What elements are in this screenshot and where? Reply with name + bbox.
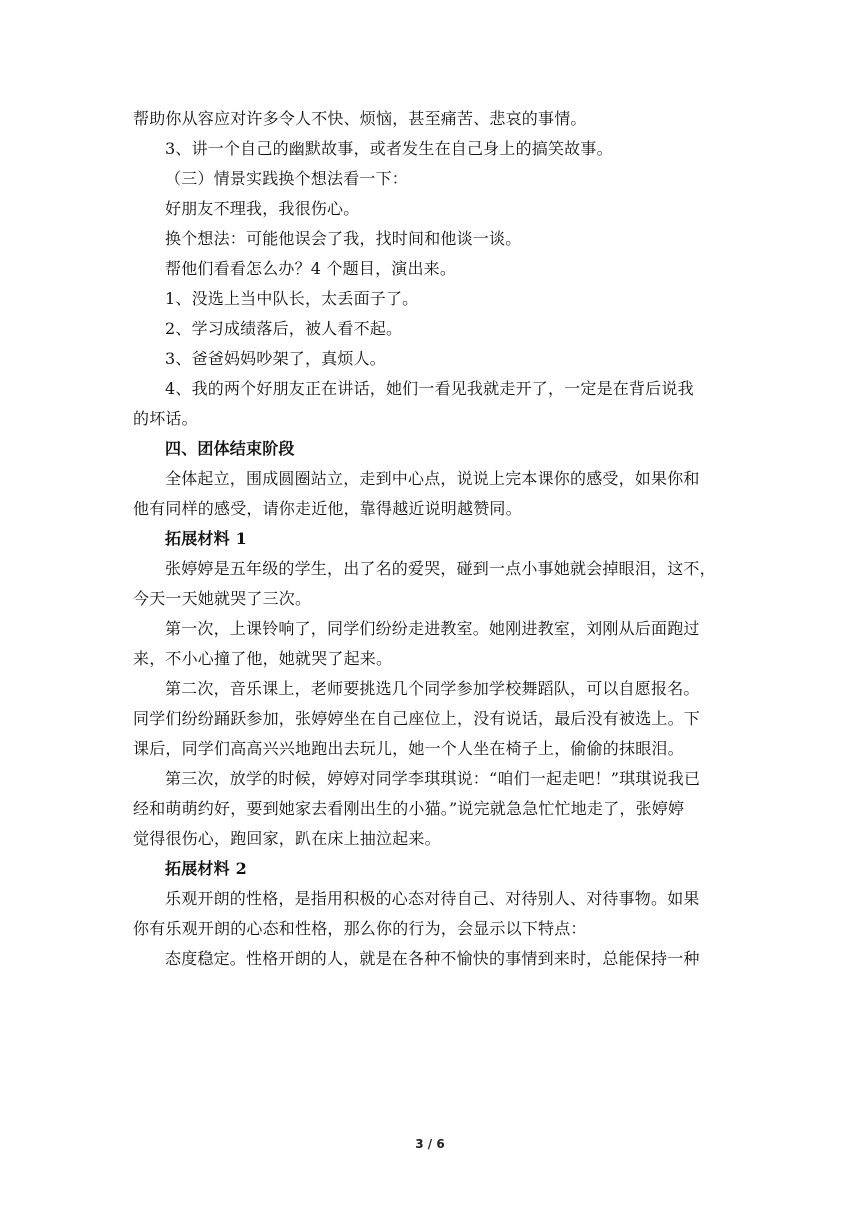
list-item: 3、爸爸妈妈吵架了，真烦人。	[165, 349, 386, 368]
paragraph-line: 第二次，音乐课上，老师要挑选几个同学参加学校舞蹈队，可以自愿报名。	[165, 679, 700, 698]
list-item: 2、学习成绩落后，被人看不起。	[165, 319, 403, 338]
paragraph-line: 第三次，放学的时候，婷婷对同学李琪琪说：“咱们一起走吧！”琪琪说我已	[165, 769, 701, 788]
paragraph-line: 今天一天她就哭了三次。	[133, 589, 312, 608]
page-number: 3 / 6	[415, 1137, 445, 1151]
document-body	[133, 104, 738, 974]
paragraph-line: 帮他们看看怎么办？4 个题目，演出来。	[165, 259, 457, 278]
paragraph-line: 觉得很伤心，跑回家，趴在床上抽泣起来。	[133, 829, 441, 848]
paragraph-line: 同学们纷纷踊跃参加，张婷婷坐在自己座位上，没有说话，最后没有被选上。下	[133, 709, 701, 728]
paragraph-line: 全体起立，围成圆圈站立，走到中心点，说说上完本课你的感受，如果你和	[165, 469, 700, 488]
paragraph-line: 3、讲一个自己的幽默故事，或者发生在自己身上的搞笑故事。	[165, 139, 613, 158]
paragraph-line: 好朋友不理我，我很伤心。	[165, 199, 360, 218]
paragraph-line: 第一次，上课铃响了，同学们纷纷走进教室。她刚进教室，刘刚从后面跑过	[165, 619, 700, 638]
list-item: 1、没选上当中队长，太丢面子了。	[165, 289, 419, 308]
subsection-heading: （三）情景实践换个想法看一下：	[165, 169, 409, 188]
paragraph-line: 经和萌萌约好，要到她家去看刚出生的小猫。”说完就急急忙忙地走了，张婷婷	[133, 799, 685, 818]
paragraph-line: 课后，同学们高高兴兴地跑出去玩儿，她一个人坐在椅子上，偷偷的抹眼泪。	[133, 739, 684, 758]
paragraph-line: 来，不小心撞了他，她就哭了起来。	[133, 649, 393, 668]
paragraph-line: 帮助你从容应对许多令人不快、烦恼，甚至痛苦、悲哀的事情。	[133, 109, 587, 128]
paragraph-line: 换个想法：可能他误会了我，找时间和他谈一谈。	[165, 229, 522, 248]
paragraph-line: 乐观开朗的性格，是指用积极的心态对待自己、对待别人、对待事物。如果	[165, 889, 700, 908]
paragraph-line: 张婷婷是五年级的学生，出了名的爱哭，碰到一点小事她就会掉眼泪，这不，	[165, 559, 716, 578]
section-heading: 拓展材料 2	[165, 859, 247, 878]
list-item: 4、我的两个好朋友正在讲话，她们一看见我就走开了，一定是在背后说我	[165, 379, 694, 398]
paragraph-line: 的坏话。	[133, 409, 198, 428]
paragraph-line: 他有同样的感受，请你走近他，靠得越近说明越赞同。	[133, 499, 522, 518]
paragraph-line: 态度稳定。性格开朗的人，就是在各种不愉快的事情到来时，总能保持一种	[165, 949, 700, 968]
paragraph-line: 你有乐观开朗的心态和性格，那么你的行为，会显示以下特点：	[133, 919, 587, 938]
section-heading: 四、团体结束阶段	[165, 439, 295, 458]
section-heading: 拓展材料 1	[165, 529, 247, 548]
